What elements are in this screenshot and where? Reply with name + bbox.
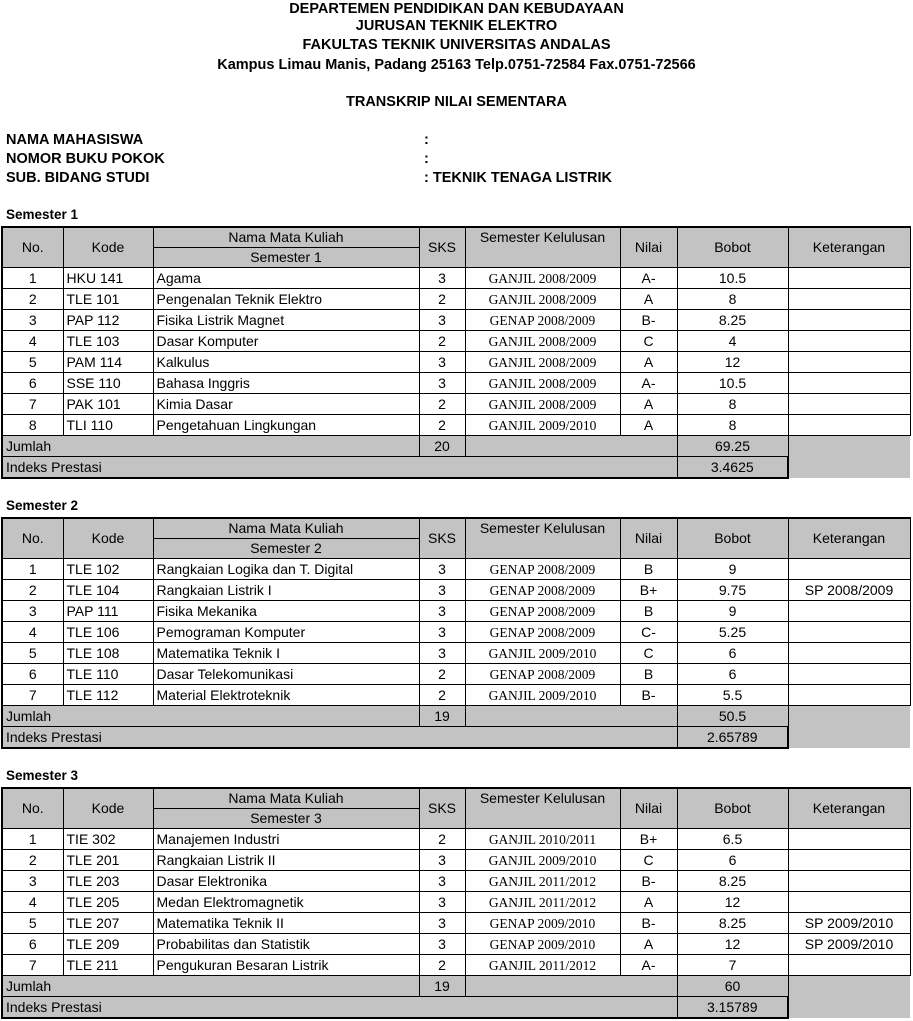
grades-table: [1, 226, 911, 479]
row-nilai: A-: [620, 955, 677, 976]
jumlah-sks: 20: [419, 436, 465, 457]
table-row: [2, 829, 910, 850]
row-semester-kelulusan: GANJIL 2009/2010: [465, 643, 620, 664]
table-row: [2, 289, 910, 310]
row-keterangan: [788, 289, 910, 310]
row-keterangan: [788, 601, 910, 622]
row-keterangan: [788, 850, 910, 871]
row-nilai: A: [620, 394, 677, 415]
semester-title: Semester 1: [6, 207, 79, 222]
row-no: 4: [2, 892, 63, 913]
row-semester-kelulusan: GANJIL 2011/2012: [465, 871, 620, 892]
row-bobot: 12: [677, 934, 788, 955]
col-bobot-header: Bobot: [677, 518, 788, 559]
row-keterangan: [788, 373, 910, 394]
row-no: 2: [2, 850, 63, 871]
row-kode: TLE 112: [63, 685, 153, 706]
col-sks-header: SKS: [419, 227, 465, 268]
row-nilai: B: [620, 601, 677, 622]
row-nilai: B-: [620, 871, 677, 892]
row-semester-kelulusan: GANJIL 2008/2009: [465, 394, 620, 415]
ip-keterangan-blank: [788, 457, 910, 479]
row-semester-kelulusan: GANJIL 2008/2009: [465, 373, 620, 394]
row-nama: Fisika Listrik Magnet: [153, 310, 419, 331]
table-row: [2, 955, 910, 976]
jumlah-bobot: 69.25: [677, 436, 788, 457]
row-nama: Matematika Teknik I: [153, 643, 419, 664]
row-sks: 3: [419, 622, 465, 643]
row-semester-kelulusan: GANJIL 2009/2010: [465, 685, 620, 706]
jumlah-blank: [465, 436, 677, 457]
row-semester-kelulusan: GENAP 2008/2009: [465, 622, 620, 643]
table-header-row: [2, 227, 910, 248]
ip-row: [2, 457, 910, 479]
row-no: 5: [2, 913, 63, 934]
row-nama: Kimia Dasar: [153, 394, 419, 415]
row-keterangan: [788, 415, 910, 436]
ip-label: Indeks Prestasi: [2, 457, 677, 479]
row-kode: SSE 110: [63, 373, 153, 394]
row-keterangan: [788, 268, 910, 289]
jumlah-keterangan-blank: [788, 436, 910, 457]
col-bobot-header: Bobot: [677, 227, 788, 268]
row-keterangan: [788, 664, 910, 685]
row-keterangan: [788, 871, 910, 892]
col-nama-header: Nama Mata Kuliah: [153, 788, 419, 809]
row-nama: Dasar Komputer: [153, 331, 419, 352]
jumlah-row: [2, 706, 910, 727]
row-bobot: 12: [677, 892, 788, 913]
row-nilai: B: [620, 559, 677, 580]
row-nama: Rangkaian Listrik II: [153, 850, 419, 871]
row-semester-kelulusan: GENAP 2008/2009: [465, 559, 620, 580]
row-nilai: C-: [620, 622, 677, 643]
row-no: 7: [2, 955, 63, 976]
col-keterangan-header: Keterangan: [788, 227, 910, 268]
col-keterangan-header: Keterangan: [788, 788, 910, 829]
jumlah-row: [2, 976, 910, 997]
col-kode-header: Kode: [63, 518, 153, 559]
row-keterangan: [788, 829, 910, 850]
row-no: 1: [2, 829, 63, 850]
row-nama: Dasar Telekomunikasi: [153, 664, 419, 685]
row-sks: 2: [419, 664, 465, 685]
col-nilai-header: Nilai: [620, 227, 677, 268]
row-keterangan: [788, 310, 910, 331]
row-kode: TLE 209: [63, 934, 153, 955]
row-nama: Manajemen Industri: [153, 829, 419, 850]
row-nilai: C: [620, 850, 677, 871]
row-bobot: 10.5: [677, 268, 788, 289]
table-row: [2, 892, 910, 913]
row-no: 6: [2, 373, 63, 394]
row-nilai: A-: [620, 268, 677, 289]
col-nilai-header: Nilai: [620, 518, 677, 559]
row-nama: Matematika Teknik II: [153, 913, 419, 934]
row-bobot: 6: [677, 850, 788, 871]
jumlah-blank: [465, 706, 677, 727]
row-nilai: B-: [620, 913, 677, 934]
row-bobot: 12: [677, 352, 788, 373]
row-kode: TLI 110: [63, 415, 153, 436]
grades-table: [1, 787, 911, 1019]
row-no: 4: [2, 622, 63, 643]
row-semester-kelulusan: GANJIL 2009/2010: [465, 850, 620, 871]
table-row: [2, 601, 910, 622]
row-kode: TLE 101: [63, 289, 153, 310]
row-semester-kelulusan: GENAP 2008/2009: [465, 310, 620, 331]
row-no: 8: [2, 415, 63, 436]
col-no-header: No.: [2, 518, 63, 559]
col-no-header: No.: [2, 788, 63, 829]
row-keterangan: [788, 892, 910, 913]
row-nama: Fisika Mekanika: [153, 601, 419, 622]
table-row: [2, 871, 910, 892]
row-nama: Medan Elektromagnetik: [153, 892, 419, 913]
row-sks: 2: [419, 415, 465, 436]
row-nama: Pengukuran Besaran Listrik: [153, 955, 419, 976]
col-nilai-header: Nilai: [620, 788, 677, 829]
row-nilai: A: [620, 892, 677, 913]
row-no: 3: [2, 310, 63, 331]
row-bobot: 8.25: [677, 913, 788, 934]
row-kode: PAM 114: [63, 352, 153, 373]
row-no: 3: [2, 871, 63, 892]
row-keterangan: SP 2008/2009: [788, 580, 910, 601]
row-sks: 3: [419, 934, 465, 955]
row-kode: TLE 102: [63, 559, 153, 580]
row-no: 2: [2, 289, 63, 310]
row-semester-kelulusan: GENAP 2008/2009: [465, 664, 620, 685]
document-title: TRANSKRIP NILAI SEMENTARA: [346, 94, 567, 110]
table-row: [2, 580, 910, 601]
row-keterangan: [788, 643, 910, 664]
jumlah-label: Jumlah: [2, 706, 419, 727]
row-kode: TLE 108: [63, 643, 153, 664]
row-sks: 3: [419, 643, 465, 664]
row-nilai: B+: [620, 580, 677, 601]
row-bobot: 9: [677, 559, 788, 580]
row-nilai: B: [620, 664, 677, 685]
row-nilai: A: [620, 352, 677, 373]
student-nbp-value: :: [424, 151, 429, 167]
row-bobot: 8.25: [677, 871, 788, 892]
row-sks: 2: [419, 331, 465, 352]
semester-subheader: Semester 3: [153, 809, 419, 829]
row-bobot: 6.5: [677, 829, 788, 850]
table-header-row: [2, 788, 910, 809]
row-sks: 3: [419, 892, 465, 913]
row-sks: 3: [419, 913, 465, 934]
row-sks: 2: [419, 289, 465, 310]
jumlah-keterangan-blank: [788, 976, 910, 997]
col-keterangan-header: Keterangan: [788, 518, 910, 559]
row-semester-kelulusan: GENAP 2008/2009: [465, 601, 620, 622]
header-faculty: FAKULTAS TEKNIK UNIVERSITAS ANDALAS: [302, 37, 611, 53]
col-sks-header: SKS: [419, 518, 465, 559]
row-sks: 3: [419, 352, 465, 373]
row-sks: 2: [419, 394, 465, 415]
table-row: [2, 685, 910, 706]
row-sks: 3: [419, 559, 465, 580]
row-no: 4: [2, 331, 63, 352]
col-kode-header: Kode: [63, 227, 153, 268]
semester-subheader: Semester 1: [153, 248, 419, 268]
table-row: [2, 934, 910, 955]
row-keterangan: [788, 955, 910, 976]
semester-title: Semester 3: [6, 768, 79, 783]
ip-label: Indeks Prestasi: [2, 997, 677, 1019]
header-address: Kampus Limau Manis, Padang 25163 Telp.0751-72584 Fax.0751-72566: [217, 57, 696, 73]
row-sks: 3: [419, 871, 465, 892]
table-header-row: [2, 518, 910, 539]
row-no: 6: [2, 934, 63, 955]
row-sks: 2: [419, 829, 465, 850]
jumlah-label: Jumlah: [2, 436, 419, 457]
row-nama: Bahasa Inggris: [153, 373, 419, 394]
table-row: [2, 415, 910, 436]
row-nilai: C: [620, 643, 677, 664]
table-row: [2, 394, 910, 415]
row-keterangan: [788, 622, 910, 643]
row-bobot: 8: [677, 394, 788, 415]
row-no: 1: [2, 268, 63, 289]
row-kode: PAP 111: [63, 601, 153, 622]
row-nilai: A-: [620, 373, 677, 394]
row-nama: Pengenalan Teknik Elektro: [153, 289, 419, 310]
row-bobot: 8.25: [677, 310, 788, 331]
row-kode: TLE 207: [63, 913, 153, 934]
table-row: [2, 310, 910, 331]
row-nilai: B+: [620, 829, 677, 850]
row-kode: TIE 302: [63, 829, 153, 850]
row-nama: Pemograman Komputer: [153, 622, 419, 643]
row-no: 5: [2, 643, 63, 664]
row-nama: Rangkaian Listrik I: [153, 580, 419, 601]
study-field-value: : TEKNIK TENAGA LISTRIK: [424, 170, 612, 186]
ip-label: Indeks Prestasi: [2, 727, 677, 749]
row-nilai: B-: [620, 685, 677, 706]
row-no: 7: [2, 394, 63, 415]
row-bobot: 9.75: [677, 580, 788, 601]
col-sks-header: SKS: [419, 788, 465, 829]
row-keterangan: [788, 331, 910, 352]
table-row: [2, 622, 910, 643]
row-keterangan: SP 2009/2010: [788, 913, 910, 934]
row-no: 6: [2, 664, 63, 685]
table-row: [2, 559, 910, 580]
row-keterangan: SP 2009/2010: [788, 934, 910, 955]
col-semester-kelulusan-header: Semester Kelulusan: [465, 518, 620, 559]
jumlah-sks: 19: [419, 706, 465, 727]
col-kode-header: Kode: [63, 788, 153, 829]
row-semester-kelulusan: GANJIL 2008/2009: [465, 331, 620, 352]
row-bobot: 5.25: [677, 622, 788, 643]
row-kode: TLE 106: [63, 622, 153, 643]
row-kode: PAP 112: [63, 310, 153, 331]
row-kode: TLE 103: [63, 331, 153, 352]
row-no: 3: [2, 601, 63, 622]
row-kode: TLE 205: [63, 892, 153, 913]
col-nama-header: Nama Mata Kuliah: [153, 518, 419, 539]
row-kode: TLE 211: [63, 955, 153, 976]
row-nama: Material Elektroteknik: [153, 685, 419, 706]
row-bobot: 8: [677, 289, 788, 310]
row-nama: Dasar Elektronika: [153, 871, 419, 892]
jumlah-row: [2, 436, 910, 457]
row-semester-kelulusan: GANJIL 2008/2009: [465, 289, 620, 310]
row-semester-kelulusan: GANJIL 2011/2012: [465, 892, 620, 913]
row-bobot: 7: [677, 955, 788, 976]
row-nama: Kalkulus: [153, 352, 419, 373]
table-row: [2, 352, 910, 373]
row-kode: TLE 201: [63, 850, 153, 871]
row-nilai: A: [620, 934, 677, 955]
row-nama: Rangkaian Logika dan T. Digital: [153, 559, 419, 580]
study-field-label: SUB. BIDANG STUDI: [6, 170, 150, 186]
row-nilai: A: [620, 289, 677, 310]
row-keterangan: [788, 352, 910, 373]
jumlah-bobot: 60: [677, 976, 788, 997]
jumlah-bobot: 50.5: [677, 706, 788, 727]
ip-keterangan-blank: [788, 727, 910, 749]
row-bobot: 10.5: [677, 373, 788, 394]
header-major: JURUSAN TEKNIK ELEKTRO: [355, 18, 558, 34]
row-bobot: 9: [677, 601, 788, 622]
row-kode: TLE 104: [63, 580, 153, 601]
jumlah-blank: [465, 976, 677, 997]
row-no: 2: [2, 580, 63, 601]
student-nbp-label: NOMOR BUKU POKOK: [6, 151, 165, 167]
table-row: [2, 268, 910, 289]
row-sks: 2: [419, 955, 465, 976]
row-sks: 3: [419, 601, 465, 622]
row-keterangan: [788, 685, 910, 706]
row-sks: 2: [419, 685, 465, 706]
row-bobot: 6: [677, 664, 788, 685]
row-bobot: 6: [677, 643, 788, 664]
row-keterangan: [788, 559, 910, 580]
row-kode: TLE 110: [63, 664, 153, 685]
semester-title: Semester 2: [6, 498, 79, 513]
ip-value: 3.4625: [677, 457, 788, 479]
table-row: [2, 850, 910, 871]
jumlah-label: Jumlah: [2, 976, 419, 997]
row-sks: 3: [419, 580, 465, 601]
col-semester-kelulusan-header: Semester Kelulusan: [465, 227, 620, 268]
row-nilai: A: [620, 415, 677, 436]
col-semester-kelulusan-header: Semester Kelulusan: [465, 788, 620, 829]
row-sks: 3: [419, 268, 465, 289]
row-semester-kelulusan: GANJIL 2009/2010: [465, 415, 620, 436]
col-nama-header: Nama Mata Kuliah: [153, 227, 419, 248]
row-semester-kelulusan: GENAP 2009/2010: [465, 913, 620, 934]
row-semester-kelulusan: GENAP 2009/2010: [465, 934, 620, 955]
student-name-label: NAMA MAHASISWA: [6, 132, 144, 148]
col-no-header: No.: [2, 227, 63, 268]
row-bobot: 4: [677, 331, 788, 352]
row-semester-kelulusan: GANJIL 2010/2011: [465, 829, 620, 850]
table-row: [2, 913, 910, 934]
ip-value: 3.15789: [677, 997, 788, 1019]
row-no: 7: [2, 685, 63, 706]
row-semester-kelulusan: GANJIL 2008/2009: [465, 352, 620, 373]
ip-value: 2.65789: [677, 727, 788, 749]
table-row: [2, 331, 910, 352]
row-semester-kelulusan: GENAP 2008/2009: [465, 580, 620, 601]
row-sks: 3: [419, 373, 465, 394]
row-sks: 3: [419, 310, 465, 331]
table-row: [2, 643, 910, 664]
row-semester-kelulusan: GANJIL 2011/2012: [465, 955, 620, 976]
row-kode: PAK 101: [63, 394, 153, 415]
row-nilai: B-: [620, 310, 677, 331]
row-no: 1: [2, 559, 63, 580]
row-sks: 3: [419, 850, 465, 871]
semester-subheader: Semester 2: [153, 539, 419, 559]
table-row: [2, 664, 910, 685]
jumlah-keterangan-blank: [788, 706, 910, 727]
ip-row: [2, 727, 910, 749]
row-nilai: C: [620, 331, 677, 352]
ip-row: [2, 997, 910, 1019]
row-bobot: 5.5: [677, 685, 788, 706]
ip-keterangan-blank: [788, 997, 910, 1019]
row-kode: HKU 141: [63, 268, 153, 289]
row-nama: Probabilitas dan Statistik: [153, 934, 419, 955]
row-nama: Pengetahuan Lingkungan: [153, 415, 419, 436]
col-bobot-header: Bobot: [677, 788, 788, 829]
row-keterangan: [788, 394, 910, 415]
header-department: DEPARTEMEN PENDIDIKAN DAN KEBUDAYAAN: [289, 1, 624, 17]
student-name-value: :: [424, 132, 429, 148]
row-semester-kelulusan: GANJIL 2008/2009: [465, 268, 620, 289]
table-row: [2, 373, 910, 394]
jumlah-sks: 19: [419, 976, 465, 997]
row-no: 5: [2, 352, 63, 373]
row-kode: TLE 203: [63, 871, 153, 892]
row-bobot: 8: [677, 415, 788, 436]
grades-table: [1, 517, 911, 749]
row-nama: Agama: [153, 268, 419, 289]
